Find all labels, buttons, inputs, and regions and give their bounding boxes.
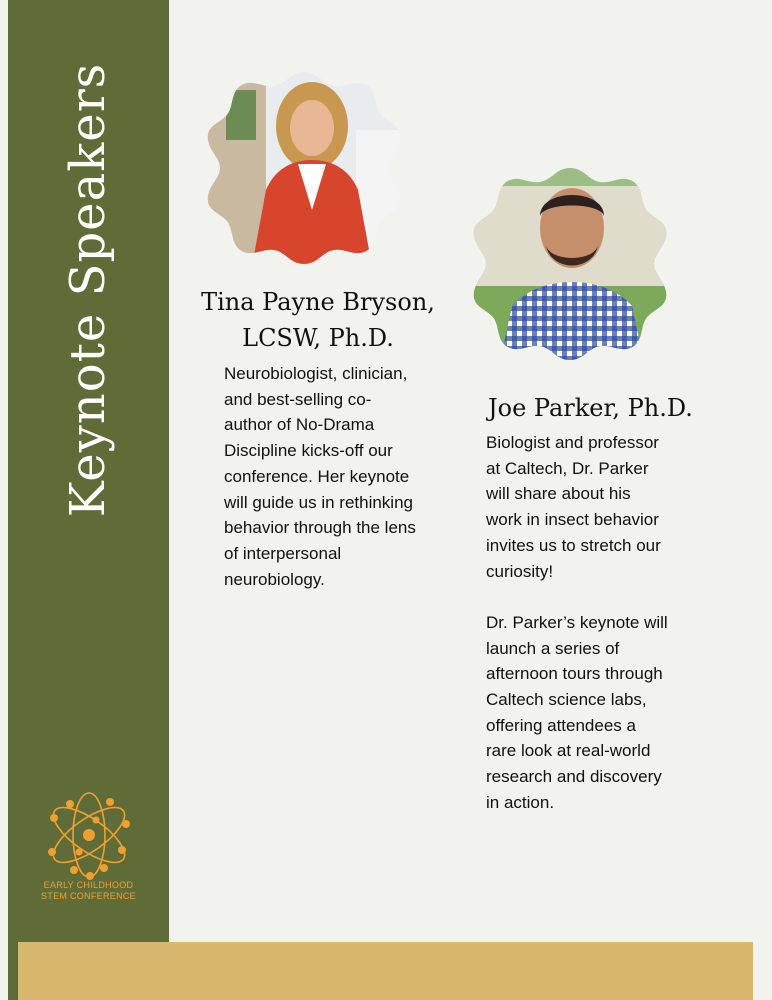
speaker-name-tina — [196, 284, 440, 356]
bio-line: Dr. Parker’s keynote will — [486, 612, 668, 632]
bio-line: invites us to stretch our — [486, 535, 661, 555]
bio-line: afternoon tours through — [486, 664, 663, 684]
bio-line: of interpersonal — [224, 543, 342, 563]
bio-line: curiosity! — [486, 561, 554, 581]
bio-line: neurobiology. — [224, 569, 325, 589]
logo-line-2: STEM CONFERENCE — [40, 891, 136, 901]
bio-line: rare look at real-world — [486, 741, 651, 761]
bio-line: in action. — [486, 792, 555, 812]
bio-line: research and discovery — [486, 767, 662, 787]
bio-line: conference. Her keynote — [224, 466, 410, 486]
speaker-bio-joe — [486, 430, 736, 816]
speaker-name-line-1: Tina Payne Bryson, — [201, 288, 435, 316]
bio-line: and best-selling co- — [224, 389, 372, 409]
logo-line-1: EARLY CHILDHOOD — [43, 880, 134, 890]
bio-line: Neurobiologist, clinician, — [224, 364, 408, 383]
bio-line: will guide us in rethinking — [224, 492, 413, 512]
bio-line: will share about his — [486, 484, 631, 504]
bio-line: Discipline kicks-off our — [224, 441, 393, 461]
paragraph-gap — [486, 584, 736, 610]
speaker-photo-tina — [206, 70, 402, 266]
logo-text — [8, 880, 169, 902]
footer-bar — [18, 942, 753, 1000]
page-title-container — [8, 0, 169, 600]
bio-line: at Caltech, Dr. Parker — [486, 458, 649, 478]
bio-line: Biologist and professor — [486, 433, 659, 452]
speaker-name-joe: Joe Parker, Ph.D. — [488, 394, 693, 422]
bio-line: launch a series of — [486, 638, 620, 658]
bio-line: author of No-Drama — [224, 415, 375, 435]
speaker-bio-tina — [224, 361, 464, 592]
page-title: Keynote Speakers — [60, 62, 116, 518]
bio-line: behavior through the lens — [224, 518, 416, 538]
bio-line: offering attendees a — [486, 715, 636, 735]
bio-line: Caltech science labs, — [486, 690, 647, 710]
bio-line: work in insect behavior — [486, 510, 659, 530]
speaker-photo-joe — [472, 166, 668, 362]
speaker-name-line-2: LCSW, Ph.D. — [242, 324, 394, 352]
